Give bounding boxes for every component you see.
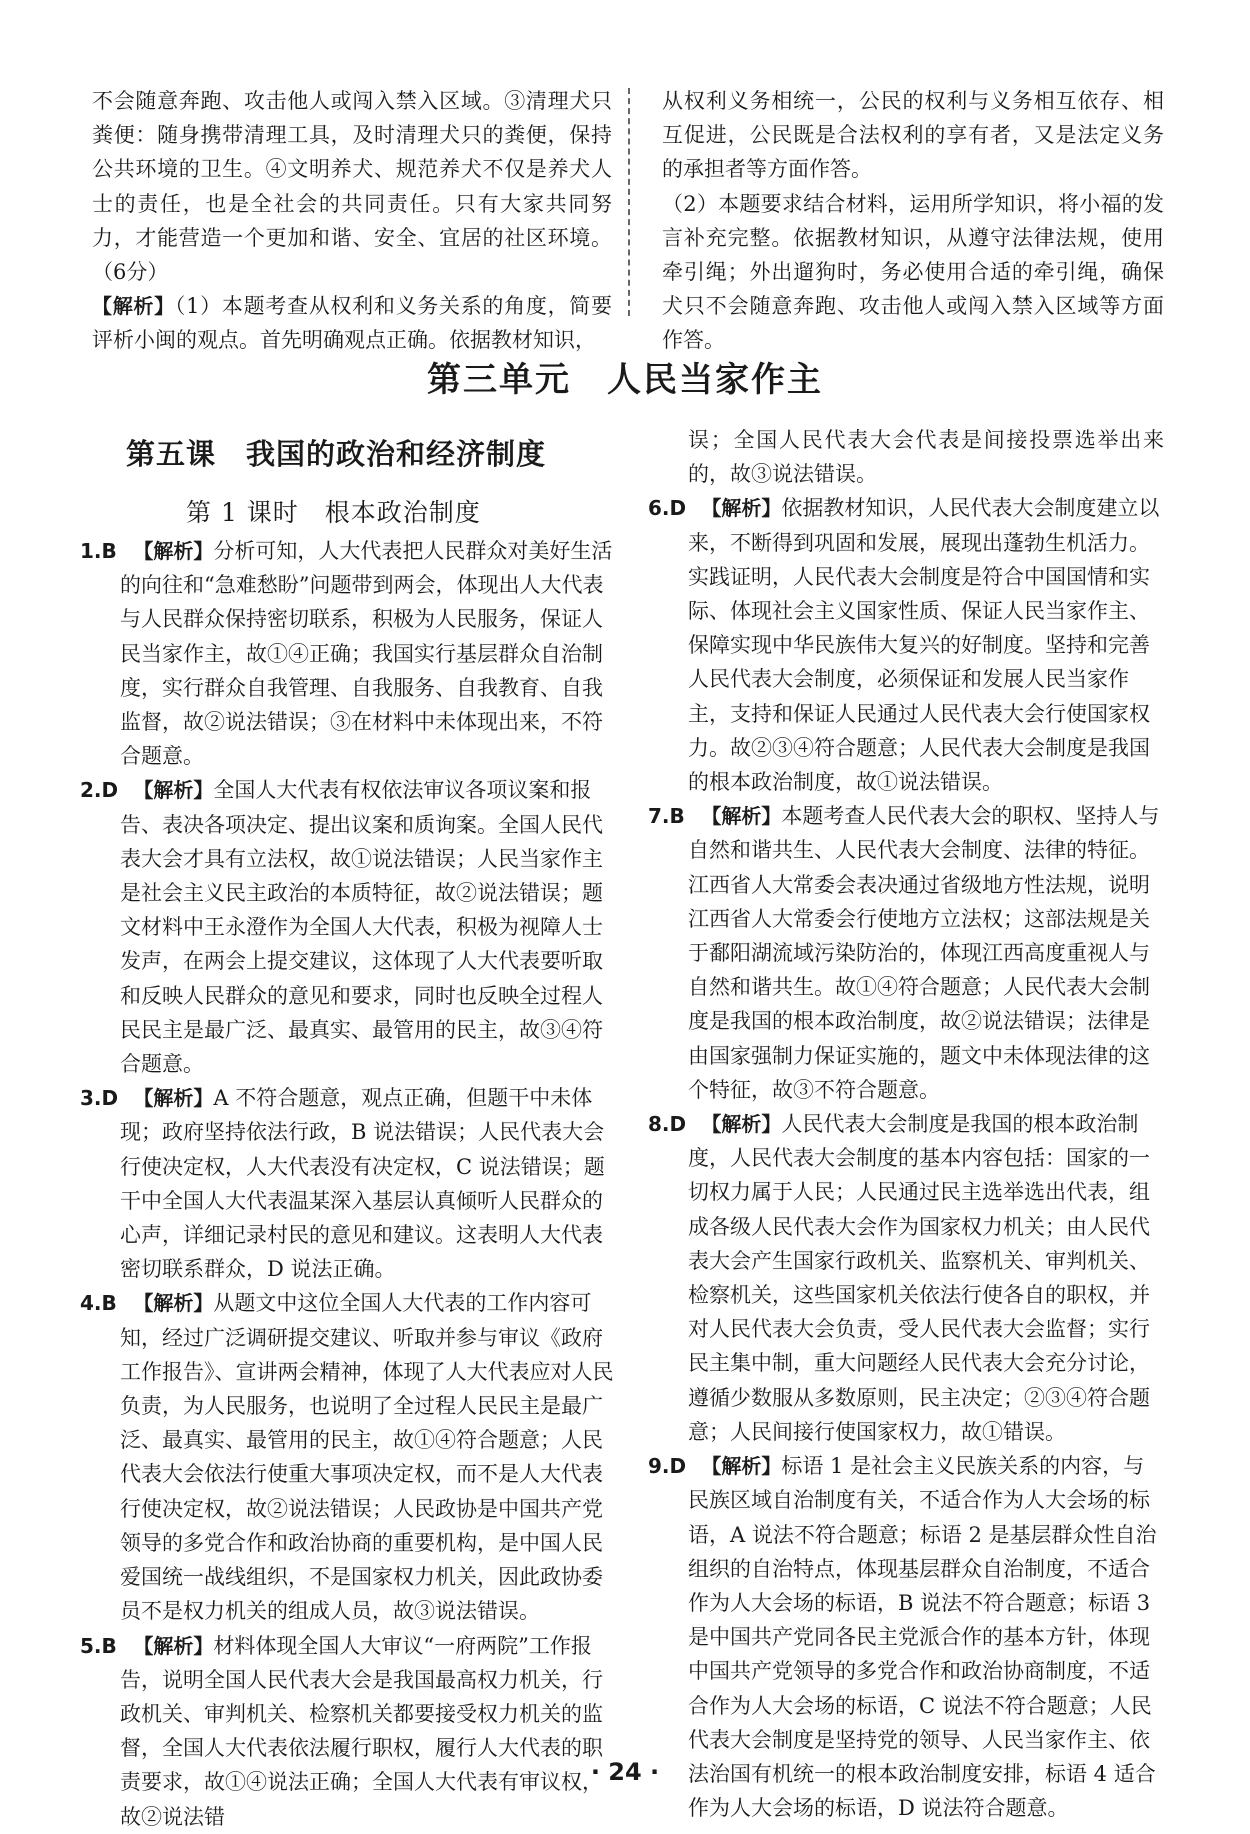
left-answers-column: [80, 534, 614, 1834]
question-number: 7.: [648, 804, 670, 829]
answer-letter: D: [669, 1112, 687, 1137]
unit-title: 第三单元 人民当家作主: [427, 360, 823, 400]
answer-text: A 不符合题意，观点正确，但题干中未体现；政府坚持依法行政，B 说法错误；人民代表大会行使决定权，人大代表没有决定权，C 说法错误；题干中全国人大代表温某深入基层认真倾听人民群众的心声，详细记录村民的意见和建议。这表明人大代表密切联系群众，D 说法正确。: [120, 1086, 605, 1282]
answer-item: [648, 491, 1164, 799]
analysis-tag: 【解析】: [133, 778, 214, 803]
analysis-tag: 【解析】: [701, 496, 782, 521]
analysis-tag: 【解析】: [133, 1291, 214, 1316]
page-number: · 24 ·: [590, 1758, 660, 1786]
top-left-para-2-text: （1）本题考查从权利和义务关系的角度，简要评析小闽的观点。首先明确观点正确。依据教材知识，: [92, 294, 613, 353]
top-right-para-1: 从权利义务相统一，公民的权利与义务相互依存、相互促进，公民既是合法权利的享有者，又是法定义务的承担者等方面作答。: [662, 89, 1164, 182]
question-number: 9.: [648, 1454, 670, 1479]
answer-text: 全国人大代表有权依法审议各项议案和报告、表决各项决定、提出议案和质询案。全国人民代表大会才具有立法权，故①说法错误；人民当家作主是社会主义民主政治的本质特征，故②说法错误；题文材料中王永澄作为全国人大代表，积极为视障人士发声，在两会上提交建议，这体现了人大代表要听取和反映人民群众的意见和要求，同时也反映全过程人民民主是最广泛、最真实、最管用的民主，故③④符合题意。: [120, 778, 603, 1077]
column-divider: [628, 88, 630, 316]
analysis-tag: 【解析】: [133, 539, 214, 563]
answer-letter: B: [101, 539, 117, 563]
question-number: 4.: [80, 1291, 102, 1316]
answer-letter: B: [669, 804, 685, 829]
top-left-para-2: [92, 289, 612, 357]
answer-item: [648, 799, 1164, 1107]
top-left-para-1: 不会随意奔跑、攻击他人或闯入禁入区域。③清理犬只粪便：随身携带清理工具，及时清理犬只的粪便，保持公共环境的卫生。④文明养犬、规范养犬不仅是养犬人士的责任，也是全社会的共同责任。只有大家共同努力，才能营造一个更加和谐、安全、宜居的社区环境。（6分）: [92, 89, 612, 285]
period-title: 第 1 课时 根本政治制度: [186, 498, 481, 527]
answer-text: 分析可知，人大代表把人民群众对美好生活的向往和“急难愁盼”问题带到两会，体现出人大代表与人民群众保持密切联系，积极为人民服务，保证人民当家作主，故①④正确；我国实行基层群众自治制度，实行群众自我管理、自我服务、自我教育、自我监督，故②说法错误；③在材料中未体现出来，不符合题意。: [120, 539, 613, 769]
analysis-tag: 【解析】: [133, 1086, 214, 1111]
answer-text: 本题考查人民代表大会的职权、坚持人与自然和谐共生、人民代表大会制度、法律的特征。江西省人大常委会表决通过省级地方性法规，说明江西省人大常委会行使地方立法权；这部法规是关于鄱阳湖流域污染防治的，体现江西高度重视人与自然和谐共生。故①④符合题意；人民代表大会制度是我国的根本政治制度，故②说法错误；法律是由国家强制力保证实施的，题文中未体现法律的这个特征，故③不符合题意。: [688, 804, 1160, 1102]
lesson-title: 第五课 我国的政治和经济制度: [126, 437, 547, 471]
analysis-tag: 【解析】: [701, 804, 782, 829]
answer-letter: D: [101, 1086, 119, 1111]
question-number: 2.: [80, 778, 102, 803]
question-number: 8.: [648, 1112, 670, 1137]
answer-item: [80, 1081, 614, 1286]
answer-letter: B: [101, 1291, 117, 1316]
top-left-column: [92, 84, 612, 358]
answer-text: 材料体现全国人大审议“一府两院”工作报告，说明全国人民代表大会是我国最高权力机关，行政机关、审判机关、检察机关都要接受权力机关的监督，全国人大代表依法履行职权，履行人大代表的职责要求，故①④说法正确；全国人大代表有审议权，故②说法错: [120, 1633, 603, 1829]
analysis-tag: 【解析】: [92, 294, 175, 319]
answer-text: 标语 1 是社会主义民族关系的内容，与民族区域自治制度有关，不适合作为人大会场的标语，A 说法不符合题意；标语 2 是基层群众性自治组织的自治特点，体现基层群众自治制度，不适合作为人大会场的标语，B 说法不符合题意；标语 3 是中国共产党同各民主党派合作的基本方针，体现中国共产党领导的多党合作和政治协商制度，不适合作为人大会场的标语，C 说法不符合题意；人民代表大会制度是坚持党的领导、人民当家作主、依法治国有机统一的根本政治制度安排，标语 4 适合作为人大会场的标语，D 说法符合题意。: [688, 1454, 1157, 1821]
answer-letter: D: [101, 778, 119, 803]
continued-text: 误；全国人民代表大会代表是间接投票选举出来的，故③说法错误。: [688, 428, 1164, 487]
answer-text: 依据教材知识，人民代表大会制度建立以来，不断得到巩固和发展，展现出蓬勃生机活力。实践证明，人民代表大会制度是符合中国国情和实际、体现社会主义国家性质、保证人民当家作主、保障实现中华民族伟大复兴的好制度。坚持和完善人民代表大会制度，必须保证和发展人民当家作主，支持和保证人民通过人民代表大会行使国家权力。故②③④符合题意；人民代表大会制度是我国的根本政治制度，故①说法错误。: [688, 496, 1160, 795]
answer-item: [80, 534, 614, 773]
right-answers-column: [648, 423, 1164, 1825]
question-number: 5.: [80, 1633, 102, 1658]
analysis-tag: 【解析】: [701, 1454, 782, 1479]
top-right-column: [662, 84, 1164, 358]
answer-item: [80, 1629, 614, 1834]
answer-item: [80, 1286, 614, 1628]
answer-item: [648, 1107, 1164, 1449]
answer-text: 从题文中这位全国人大代表的工作内容可知，经过广泛调研提交建议、听取并参与审议《政府工作报告》、宣讲两会精神，体现了人大代表应对人民负责，为人民服务，也说明了全过程人民民主是最广泛、最真实、最管用的民主，故①④符合题意；人民代表大会依法行使重大事项决定权，而不是人大代表行使决定权，故②说法错误；人民政协是中国共产党领导的多党合作和政治协商的重要机构，是中国人民爱国统一战线组织，不是国家权力机关，因此政协委员不是权力机关的组成人员，故③说法错误。: [120, 1291, 614, 1624]
analysis-tag: 【解析】: [133, 1633, 214, 1658]
answer-text: 人民代表大会制度是我国的根本政治制度，人民代表大会制度的基本内容包括：国家的一切权力属于人民；人民通过民主选举选出代表，组成各级人民代表大会作为国家权力机关；由人民代表大会产生国家行政机关、监察机关、审判机关、检察机关，这些国家机关依法行使各自的职权，并对人民代表大会负责，受人民代表大会监督；实行民主集中制，重大问题经人民代表大会充分讨论，遵循少数服从多数原则，民主决定；②③④符合题意；人民间接行使国家权力，故①错误。: [688, 1112, 1150, 1444]
analysis-tag: 【解析】: [701, 1112, 782, 1137]
answer-item: [80, 773, 614, 1081]
question-number: 1.: [80, 539, 102, 563]
top-right-para-2: （2）本题要求结合材料，运用所学知识，将小福的发言补充完整。依据教材知识，从遵守法律法规，使用牵引绳；外出遛狗时，务必使用合适的牵引绳，确保犬只不会随意奔跑、攻击他人或闯入禁入区域等方面作答。: [662, 191, 1164, 353]
question-number: 6.: [648, 496, 670, 521]
question-number: 3.: [80, 1086, 102, 1111]
answer-letter: D: [669, 1454, 687, 1479]
answer-letter: B: [101, 1633, 117, 1658]
answer-letter: D: [669, 496, 687, 521]
